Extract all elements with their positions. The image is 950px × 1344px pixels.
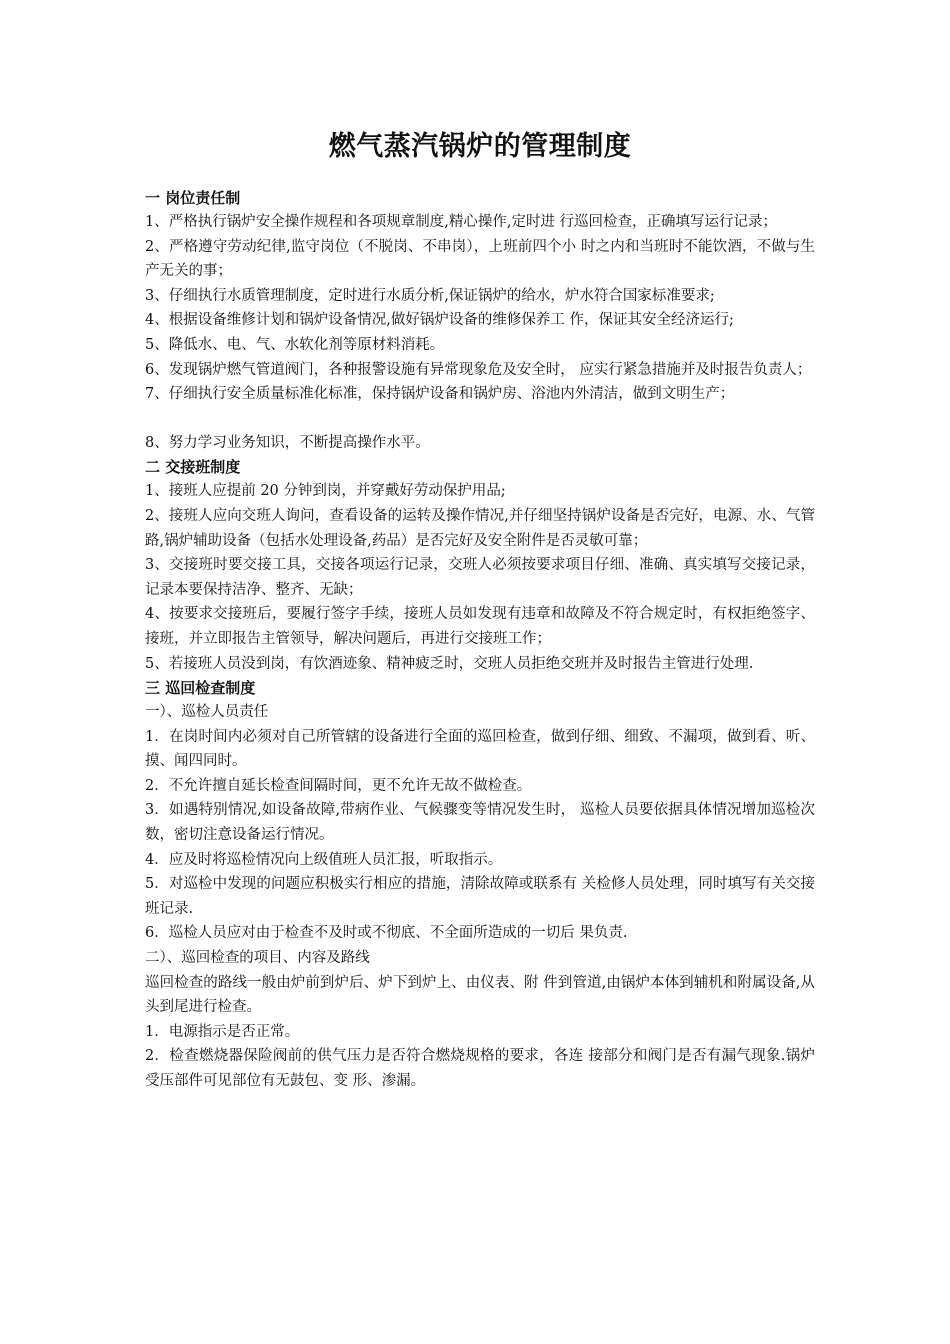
list-item: 5、若接班人员没到岗，有饮酒迹象、精神疲乏时，交班人员拒绝交班并及时报告主管进行处理. (145, 655, 754, 672)
list-item: 2、严格遵守劳动纪律,监守岗位（不脱岗、不串岗），上班前四个小 时之内和当班时不能饮酒，不做与生产无关的事； (145, 238, 815, 280)
list-item: 1．在岗时间内必须对自己所管辖的设备进行全面的巡回检查，做到仔细、细致、不漏项，做到看、听、摸、闻四同时。 (145, 728, 815, 770)
list-item: 1、接班人应提前 20 分钟到岗，并穿戴好劳动保护用品; (145, 483, 506, 500)
list-item: 2．检查燃烧器保险阀前的供气压力是否符合燃烧规格的要求，各连 接部分和阀门是否有漏气现象.锅炉受压部件可见部位有无鼓包、变 形、渗漏。 (145, 1048, 815, 1089)
list-item: 4．应及时将巡检情况向上级值班人员汇报，听取指示。 (145, 851, 503, 868)
list-item: 5、降低水、电、气、水软化剂等原材料消耗。 (145, 336, 445, 353)
list-item: 8、努力学习业务知识，不断提高操作水平。 (145, 434, 430, 451)
list-item: 1、严格执行锅炉安全操作规程和各项规章制度,精心操作,定时进 行巡回检查，正确填写运行记录； (145, 214, 778, 230)
blank-line (145, 407, 815, 431)
list-item: 3、交接班时要交接工具，交接各项运行记录，交班人必须按要求项目仔细、准确、真实填写交接记录，记录本要保持洁净、整齐、无缺； (145, 557, 815, 598)
list-item: 巡回检查的路线一般由炉前到炉后、炉下到炉上、由仪表、附 件到管道,由锅炉本体到辅机和附属设备,从头到尾进行检查。 (145, 974, 815, 1016)
list-item: 4、按要求交接班后，要履行签字手续，接班人员如发现有违章和故障及不符合规定时，有权拒绝签字、接班，并立即报告主管领导，解决问题后，再进行交接班工作； (145, 606, 815, 647)
section-heading: 三 巡回检查制度 (145, 679, 256, 698)
section-heading: 一 岗位责任制 (145, 189, 241, 207)
subsection-heading: 一）、巡检人员责任 (145, 704, 269, 721)
section-job-responsibility (145, 186, 815, 455)
list-item: 6、发现锅炉燃气管道阀门，各种报警设施有异常现象危及安全时， 应实行紧急措施并及时报告负责人； (145, 361, 812, 378)
list-item: 3、仔细执行水质管理制度，定时进行水质分析,保证锅炉的给水，炉水符合国家标准要求; (145, 287, 715, 304)
list-item: 6．巡检人员应对由于检查不及时或不彻底、不全面所造成的一切后 果负责. (145, 925, 628, 942)
section-patrol-inspection (145, 676, 815, 1094)
section-heading: 二 交接班制度 (145, 458, 241, 477)
list-item: 3．如遇特别情况,如设备故障,带病作业、气候骤变等情况发生时， 巡检人员要依据具体情况增加巡检次数，密切注意设备运行情况。 (145, 802, 815, 844)
document-page (145, 128, 815, 1094)
section-shift-handover (145, 455, 815, 676)
list-item: 4、根据设备维修计划和锅炉设备情况,做好锅炉设备的维修保养工 作，保证其安全经济运行; (145, 312, 734, 329)
list-item: 1．电源指示是否正常。 (145, 1023, 300, 1040)
list-item: 2、接班人应向交班人询问，查看设备的运转及操作情况,并仔细坚持锅炉设备是否完好，电源、水、气管路,锅炉辅助设备（包括水处理设备,药品）是否完好及安全附件是否灵敏可靠； (145, 507, 815, 549)
subsection-inspector-duties (145, 700, 815, 946)
list-item: 2．不允许擅自延长检查间隔时间，更不允许无故不做检查。 (145, 777, 532, 794)
document-title: 燃气蒸汽锅炉的管理制度 (328, 131, 632, 162)
list-item: 5．对巡检中发现的问题应积极实行相应的措施，清除故障或联系有 关检修人员处理，同时填写有关交接班记录. (145, 876, 815, 917)
list-item: 7、仔细执行安全质量标准化标准，保持锅炉设备和锅炉房、浴池内外清洁，做到文明生产； (145, 386, 735, 403)
subsection-inspection-items (145, 946, 815, 1094)
subsection-heading: 二）、巡回检查的项目、内容及路线 (145, 950, 370, 967)
